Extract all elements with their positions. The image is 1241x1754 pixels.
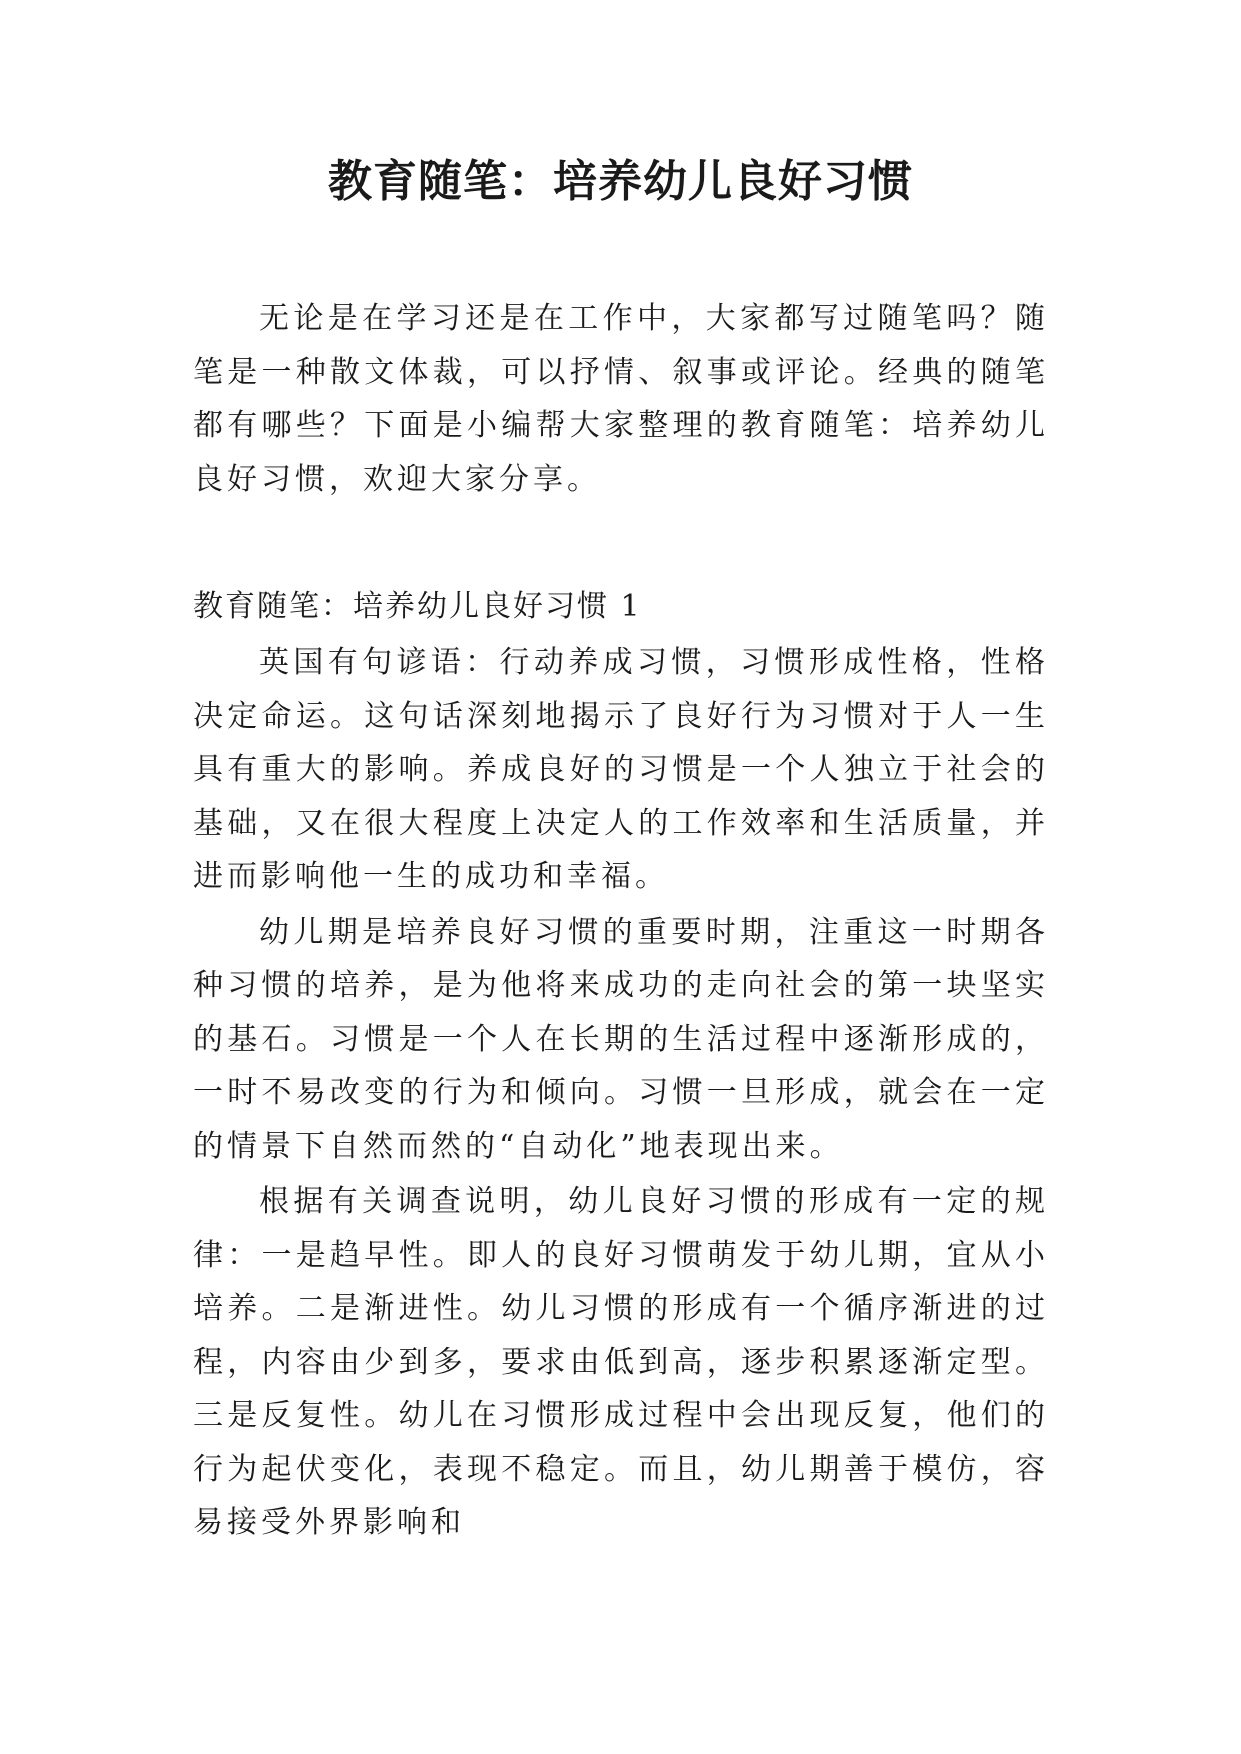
- body-paragraph: 英国有句谚语：行动养成习惯，习惯形成性格，性格决定命运。这句话深刻地揭示了良好行为习惯对于人一生具有重大的影响。养成良好的习惯是一个人独立于社会的基础，又在很大程度上决定人的工作效率和生活质量，并进而影响他一生的成功和幸福。: [193, 645, 1049, 894]
- document-title: 教育随笔：培养幼儿良好习惯: [328, 156, 913, 207]
- body-paragraph: 幼儿期是培养良好习惯的重要时期，注重这一时期各种习惯的培养，是为他将来成功的走向社会的第一块坚实的基石。习惯是一个人在长期的生活过程中逐渐形成的，一时不易改变的行为和倾向。习惯一旦形成，就会在一定的情景下自然而然的“自动化”地表现出来。: [193, 914, 1049, 1164]
- section-heading: 教育随笔：培养幼儿良好习惯 1: [193, 589, 642, 624]
- section-body: [193, 636, 1049, 1552]
- intro-paragraph: 无论是在学习还是在工作中，大家都写过随笔吗？随笔是一种散文体裁，可以抒情、叙事或评论。经典的随笔都有哪些？下面是小编帮大家整理的教育随笔：培养幼儿良好习惯，欢迎大家分享。: [193, 301, 1049, 497]
- body-paragraph: 根据有关调查说明，幼儿良好习惯的形成有一定的规律：一是趋早性。即人的良好习惯萌发于幼儿期，宜从小培养。二是渐进性。幼儿习惯的形成有一个循序渐进的过程，内容由少到多，要求由低到高，逐步积累逐渐定型。三是反复性。幼儿在习惯形成过程中会出现反复，他们的行为起伏变化，表现不稳定。而且，幼儿期善于模仿，容易接受外界影响和: [193, 1184, 1049, 1540]
